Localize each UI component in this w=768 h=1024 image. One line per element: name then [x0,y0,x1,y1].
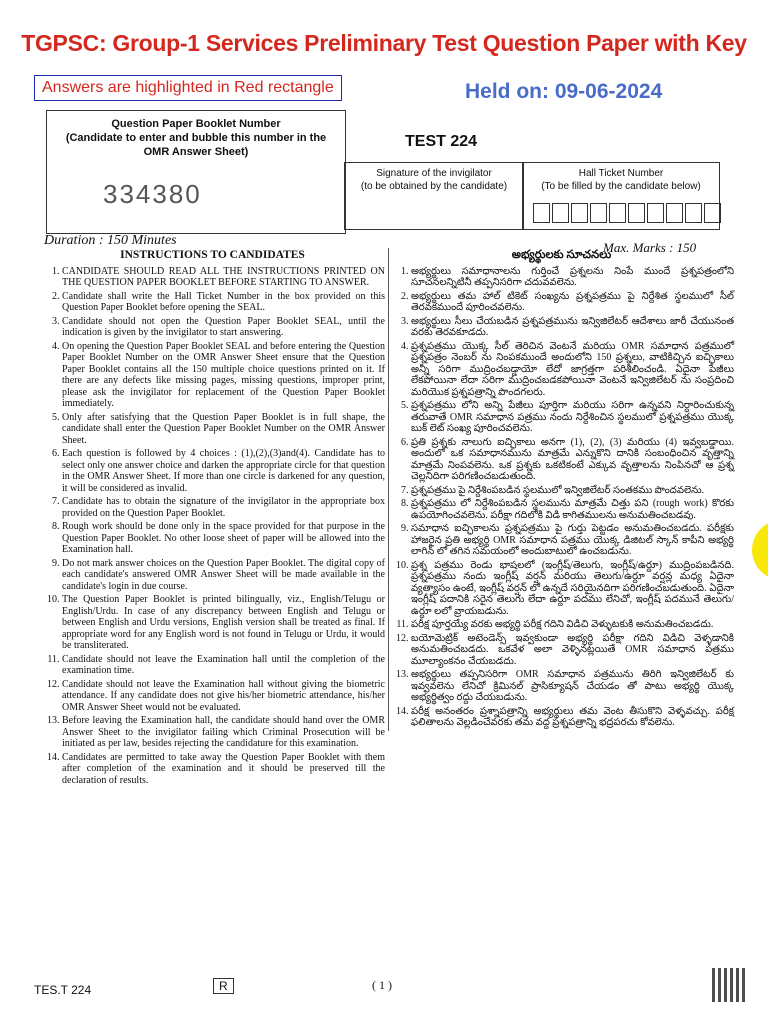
held-on-date: Held on: 09-06-2024 [465,80,663,103]
answers-note: Answers are highlighted in Red rectangle [34,75,342,101]
booklet-number-label: Question Paper Booklet Number (Candidate to enter and bubble this number in the OMR Answer Sheet) [65,118,327,158]
telugu-instruction-item: 1. అభ్యర్థులు సమాధానాలను గుర్తించే ప్రశ్నలను నింపే ముందే ప్రశ్నపత్రంలోని సూచనలన్నిటినీ తప్పనిసరిగా చదువవలెను. [411,266,734,289]
hall-ticket-cells[interactable] [533,203,723,223]
telugu-instruction-item: 9. సమాధాన ఐచ్ఛికాలను ప్రశ్నపత్రము పై గుర్తు పెట్టడం అనుమతించబడదు. పరీక్షకు హాజరైన ప్రతి అభ్యర్థి OMR సమాధాన పత్రము యొక్క డిజిటల్ స్కాన్ కాపీని అభ్యర్థి లాగిన్ లో తగిన సమయంలో అందుబాటులో ఉంచబడును. [411,523,734,558]
instruction-item: 8. Rough work should be done only in the space provided for that purpose in the Question Paper Booklet. No other loose sheet of paper will be allowed into the Examination hall. [62,521,385,556]
instructions-heading: INSTRUCTIONS TO CANDIDATES [120,249,305,261]
page-number: ( 1 ) [372,978,392,992]
instruction-item: 14. Candidates are permitted to take away the Question Paper Booklet with them after completion of the examination and it should be preserved till the declaration of results. [62,752,385,787]
qr-code-icon [712,968,746,1002]
max-marks: Max. Marks : 150 [603,240,697,255]
invigilator-signature-box: Signature of the invigilator (to be obtained by the candidate) [344,162,524,230]
telugu-instruction-item: 2. అభ్యర్థులు తమ హాల్ టికెట్ సంఖ్యను ప్రశ్నపత్రము పై నిర్దేశిత స్థలములో సీల్ తెరవకముందే పూరించవలెను. [411,291,734,314]
instruction-item: 3. Candidate should not open the Question Paper Booklet SEAL, until the indication is given by the invigilator to start answering. [62,316,385,339]
instruction-item: 2. Candidate shall write the Hall Ticket Number in the box provided on this Question Paper Booklet before opening the SEAL. [62,291,385,314]
telugu-instruction-item: 10. ప్రశ్న పత్రము రెండు భాషలలో (ఇంగ్లీష్/తెలుగు, ఇంగ్లీష్/ఉర్దూ) ముద్రింపబడినది. ప్రశ్నపత్రము నందు ఇంగ్లీష్ వర్షన్ మరియు తెలుగు/ఉర్దూ వర్షన్ల మధ్య ఏదైనా వ్యత్యాసం ఉంటే, ఇంగ్లీష్ వర్షన్ లో ఉన్నదే సరియైనదిగా పరిగణించబడుతుంది. ఏదైనా ఇంగ్లీష్ పదానికి సరైన తెలుగు లేదా ఉర్దూ పదము లేనిచో, ఇంగ్లీష్ పదమునే తెలుగు/ఉర్దూ లలో వ్రాయబడును. [411,560,734,618]
instruction-item: 13. Before leaving the Examination hall, the candidate should hand over the OMR Answer Sheet to the invigilator failing which Criminal Prosecution will be initiated as per law, besides rejecting the candidature for this examination. [62,715,385,750]
instruction-item: 9. Do not mark answer choices on the Question Paper Booklet. The digital copy of each candidate's answered OMR Answer Sheet will be made available in the candidate's login in due course. [62,558,385,593]
telugu-instruction-item: 13. అభ్యర్థులు తప్పనిసరిగా OMR సమాధాన పత్రమును తిరిగి ఇన్విజిలేటర్ కు ఇవ్వవలెను లేనిచో క్రిమినల్ ప్రాసిక్యూషన్ చేయడం తో పాటు అభ్యర్థి యొక్క అభ్యర్థిత్వం రద్దు చేయబడును. [411,669,734,704]
telugu-instruction-item: 7. ప్రశ్నపత్రము పై నిర్దేశింపబడిన స్థలములో ఇన్విజిలేటర్ సంతకము పొందవలెను. [411,485,734,497]
instruction-item: 12. Candidate should not leave the Examination hall without giving the biometric attendance. If any candidate does not give his/her biometric attendance, his/her OMR Answer Sheet would not be evaluated. [62,679,385,714]
telugu-instruction-item: 12. బయోమెట్రిక్ అటెండెన్స్ ఇవ్వకుండా అభ్యర్థి పరీక్షా గదిని విడిచి వెళ్ళడానికి అనుమతించబడదు. ఒకవేళ అలా వెళ్ళినట్లయితే OMR సమాధాన పత్రము మూల్యాంకనం చేయబడదు. [411,633,734,668]
yellow-tab-decoration [752,520,768,580]
telugu-heading: అభ్యర్థులకు సూచనలు [511,249,612,261]
booklet-number: 334380 [103,179,202,209]
page-title: TGPSC: Group-1 Services Preliminary Test Question Paper with Key [21,30,747,56]
telugu-instruction-item: 6. ప్రతి ప్రశ్నకు నాలుగు ఐచ్ఛికాలు అనగా (1), (2), (3) మరియు (4) ఇవ్వబడ్డాయి. అందులో ఒక సమాధానమును మాత్రమే ఎన్నుకొని దానికి సంబంధించిన వృత్తాన్ని మాత్రమే నింపవలెను. ఒక ప్రశ్నకు ఒకటికంటే ఎక్కువ వృత్తాలను నింపినచో ఆ ప్రశ్న చెల్లనిదిగా పరిగణించబడుతుంది. [411,437,734,483]
hall-ticket-box: Hall Ticket Number (To be filled by the candidate below) [522,162,720,230]
telugu-instruction-item: 8. ప్రశ్నపత్రము లో నిర్దేశింపబడిన స్థలమును మాత్రమే చిత్తు పని (rough work) కొరకు ఉపయోగించవలెను. పరీక్షా గదిలోకి విడి కాగితములను అనుమతించబడవు. [411,498,734,521]
telugu-instruction-item: 11. పరీక్ష పూర్తయ్యే వరకు అభ్యర్థి పరీక్ష గదిని విడిచి వెళ్ళుటకుకి అనుమతించబడదు. [411,619,734,631]
test-code: TEST 224 [405,133,478,150]
telugu-instruction-item: 3. అభ్యర్థులు సీలు చేయబడిన ప్రశ్నపత్రమును ఇన్విజిలేటర్ ఆదేశాలు జారీ చేయునంత వరకు తెరవకూడదు. [411,316,734,339]
instruction-item: 11. Candidate should not leave the Examination hall until the completion of the examination time. [62,654,385,677]
booklet-number-box [46,110,346,234]
instruction-item: 1. CANDIDATE SHOULD READ ALL THE INSTRUCTIONS PRINTED ON THE QUESTION PAPER BOOKLET BEFORE STARTING TO ANSWER. [62,266,385,289]
instruction-item: 5. Only after satisfying that the Question Paper Booklet is in full shape, the candidate shall enter the Question Paper Booklet Number on the OMR Answer Sheet. [62,412,385,447]
footer-code: TES.T 224 [34,983,92,997]
english-instructions [40,248,385,788]
duration: Duration : 150 Minutes [44,233,177,248]
instruction-item: 6. Each question is followed by 4 choices : (1),(2),(3)and(4). Candidate has to select only one answer choice and darken the appropriate circle for that question in the OMR Answer Sheet. If more than one circle is darkened for any question, it will be considered as invalid. [62,448,385,494]
instruction-item: 10. The Question Paper Booklet is printed bilingually, viz., English/Telugu or English/Urdu. In case of any discrepancy between English and Telugu or between English and Urdu versions, English version shall be treated as final. If appropriate word for any English word is not found in Telugu or Urdu, it would be transliterated. [62,594,385,652]
telugu-instructions [388,248,734,731]
telugu-instruction-item: 14. పరీక్ష అనంతరం ప్రశ్నాపత్రాన్ని అభ్యర్థులు తమ వెంట తీసుకొని వెళ్ళవచ్చు. పరీక్ష ఫలితాలను వెల్లడించేవరకు తమ వద్ద ప్రశ్నపత్రాన్ని భద్రపరచు కోవలెను. [411,706,734,729]
telugu-instruction-item: 4. ప్రశ్నపత్రము యొక్క సీల్ తెరిచిన వెంటనే మరియు OMR సమాధాన పత్రములో ప్రశ్నపత్రం నెంబర్ ను నింపకముందే అందులోని 150 ప్రశ్నలు, వాటికిచ్చిన ఐచ్ఛికాలు అన్నీ సరిగా ముద్రించబడ్డాయో లేదో జాగ్రత్తగా పరిశీలించండి. ఏదైనా పేజీలు లేకపోయినా లేదా సరిగా ముద్రించబడకపోయినా వెంటనే ఇన్విజిలేటర్ ను సంప్రదించి మరియొక ప్రశ్నపత్రాన్ని పొందగలరు. [411,341,734,399]
footer-series: R [213,978,234,994]
instruction-item: 7. Candidate has to obtain the signature of the invigilator in the appropriate box provided on the Question Paper Booklet. [62,496,385,519]
instruction-item: 4. On opening the Question Paper Booklet SEAL and before entering the Question Paper Booklet Number on the OMR Answer Sheet ensure that the Question Paper Booklet contains all the 150 multiple choice questions printed on it. If there are any defects like missing pages, missing questions, improper print, please ask the invigilator for replacement of the Question Paper Booklet immediately. [62,341,385,410]
telugu-instruction-item: 5. ప్రశ్నపత్రము లోని అన్ని పేజీలు పూర్తిగా మరియు సరిగా ఉన్నవని నిర్ధారించుకున్న తరువాతే OMR సమాధాన పత్రము నందు నిర్దేశించిన స్థలములో ప్రశ్నపత్రము యొక్క బుక్ లెట్ సంఖ్య పూరించవలెను. [411,400,734,435]
